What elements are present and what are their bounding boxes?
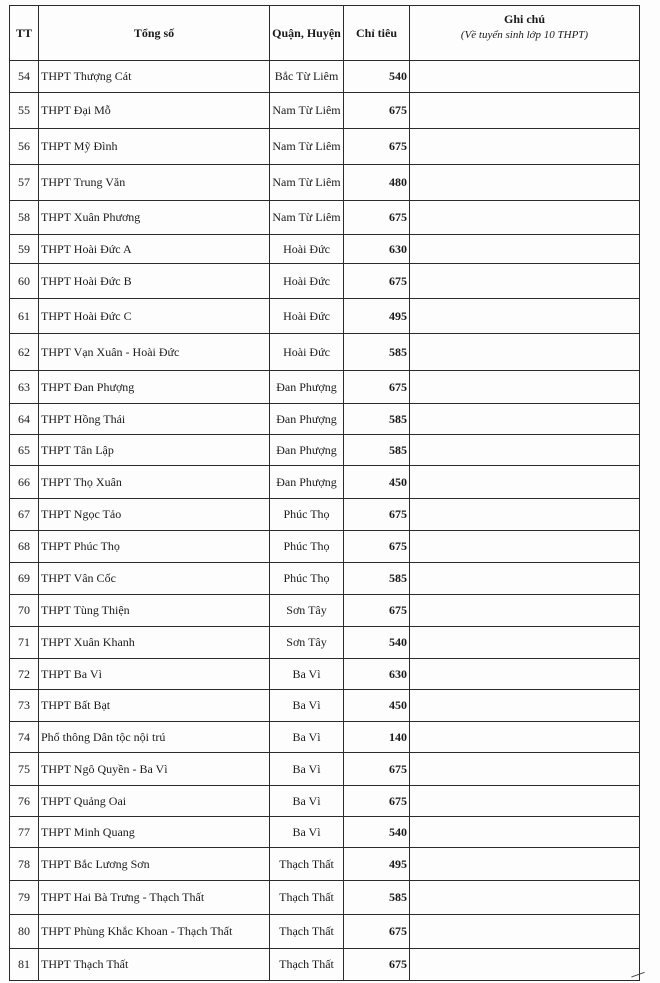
note-cell [410, 61, 640, 93]
district-name: Ba Vì [270, 786, 344, 817]
district-name: Hoài Đức [270, 235, 344, 264]
header-note-title: Ghi chú [503, 11, 545, 26]
school-name: THPT Thượng Cát [39, 61, 270, 93]
quota-value: 495 [344, 299, 410, 334]
header-district: Quận, Huyện [270, 6, 344, 61]
table-row [10, 404, 640, 435]
row-number: 72 [10, 659, 39, 690]
note-cell [410, 499, 640, 531]
row-number: 64 [10, 404, 39, 435]
note-cell [410, 129, 640, 165]
school-name: THPT Phùng Khắc Khoan - Thạch Thất [39, 915, 270, 949]
school-name: THPT Xuân Khanh [39, 627, 270, 659]
row-number: 58 [10, 201, 39, 235]
school-name: Phổ thông Dân tộc nội trú [39, 722, 270, 753]
row-number: 63 [10, 371, 39, 404]
row-number: 76 [10, 786, 39, 817]
table-row [10, 595, 640, 627]
header-row [10, 6, 640, 61]
quota-value: 675 [344, 915, 410, 949]
table-row [10, 949, 640, 981]
quota-value: 540 [344, 817, 410, 848]
header-tt: TT [10, 6, 39, 61]
row-number: 54 [10, 61, 39, 93]
row-number: 80 [10, 915, 39, 949]
row-number: 56 [10, 129, 39, 165]
school-name: THPT Thạch Thất [39, 949, 270, 981]
note-cell [410, 334, 640, 371]
school-name: THPT Hai Bà Trưng - Thạch Thất [39, 881, 270, 915]
school-name: THPT Ngô Quyền - Ba Vì [39, 753, 270, 786]
header-note-subtitle: (Về tuyển sinh lớp 10 THPT) [460, 28, 589, 41]
school-name: THPT Thọ Xuân [39, 466, 270, 499]
quota-value: 630 [344, 235, 410, 264]
quota-value: 480 [344, 165, 410, 201]
table-row [10, 264, 640, 299]
district-name: Ba Vì [270, 659, 344, 690]
quota-value: 675 [344, 595, 410, 627]
quota-value: 585 [344, 334, 410, 371]
quota-value: 675 [344, 371, 410, 404]
school-name: THPT Xuân Phương [39, 201, 270, 235]
table-row [10, 848, 640, 881]
quota-value: 585 [344, 881, 410, 915]
school-name: THPT Hoài Đức B [39, 264, 270, 299]
header-quota: Chỉ tiêu [344, 6, 410, 61]
district-name: Đan Phượng [270, 404, 344, 435]
header-name: Tổng số [39, 6, 270, 61]
note-cell [410, 595, 640, 627]
note-cell [410, 848, 640, 881]
table-row [10, 563, 640, 595]
row-number: 67 [10, 499, 39, 531]
note-cell [410, 404, 640, 435]
row-number: 60 [10, 264, 39, 299]
district-name: Nam Từ Liêm [270, 93, 344, 129]
note-cell [410, 949, 640, 981]
school-name: THPT Hoài Đức A [39, 235, 270, 264]
quota-value: 540 [344, 627, 410, 659]
quota-value: 540 [344, 61, 410, 93]
district-name: Hoài Đức [270, 299, 344, 334]
row-number: 62 [10, 334, 39, 371]
table-row [10, 61, 640, 93]
quota-value: 675 [344, 531, 410, 563]
school-name: THPT Vạn Xuân - Hoài Đức [39, 334, 270, 371]
table-row [10, 371, 640, 404]
quota-value: 450 [344, 690, 410, 722]
note-cell [410, 786, 640, 817]
quota-value: 140 [344, 722, 410, 753]
school-name: THPT Hoài Đức C [39, 299, 270, 334]
table-row [10, 435, 640, 466]
note-cell [410, 659, 640, 690]
row-number: 55 [10, 93, 39, 129]
district-name: Đan Phượng [270, 371, 344, 404]
note-cell [410, 915, 640, 949]
school-name: THPT Tân Lập [39, 435, 270, 466]
quota-value: 450 [344, 466, 410, 499]
note-cell [410, 435, 640, 466]
district-name: Hoài Đức [270, 334, 344, 371]
district-name: Thạch Thất [270, 881, 344, 915]
row-number: 74 [10, 722, 39, 753]
district-name: Nam Từ Liêm [270, 129, 344, 165]
note-cell [410, 371, 640, 404]
quota-value: 675 [344, 949, 410, 981]
header-note [410, 6, 640, 61]
table-row [10, 165, 640, 201]
district-name: Thạch Thất [270, 949, 344, 981]
district-name: Đan Phượng [270, 435, 344, 466]
district-name: Bắc Từ Liêm [270, 61, 344, 93]
school-quota-table [9, 5, 640, 981]
row-number: 75 [10, 753, 39, 786]
school-name: THPT Minh Quang [39, 817, 270, 848]
school-name: THPT Tùng Thiện [39, 595, 270, 627]
district-name: Thạch Thất [270, 848, 344, 881]
table-row [10, 722, 640, 753]
district-name: Thạch Thất [270, 915, 344, 949]
quota-value: 585 [344, 404, 410, 435]
table-row [10, 499, 640, 531]
table-row [10, 753, 640, 786]
district-name: Hoài Đức [270, 264, 344, 299]
district-name: Ba Vì [270, 722, 344, 753]
note-cell [410, 563, 640, 595]
row-number: 78 [10, 848, 39, 881]
district-name: Đan Phượng [270, 466, 344, 499]
row-number: 59 [10, 235, 39, 264]
row-number: 71 [10, 627, 39, 659]
note-cell [410, 753, 640, 786]
school-name: THPT Phúc Thọ [39, 531, 270, 563]
quota-value: 675 [344, 264, 410, 299]
note-cell [410, 299, 640, 334]
note-cell [410, 235, 640, 264]
note-cell [410, 817, 640, 848]
quota-value: 630 [344, 659, 410, 690]
note-cell [410, 722, 640, 753]
district-name: Phúc Thọ [270, 563, 344, 595]
table-header [10, 6, 640, 61]
note-cell [410, 93, 640, 129]
district-name: Ba Vì [270, 753, 344, 786]
note-cell [410, 201, 640, 235]
district-name: Sơn Tây [270, 595, 344, 627]
table-row [10, 659, 640, 690]
school-name: THPT Hồng Thái [39, 404, 270, 435]
note-cell [410, 627, 640, 659]
row-number: 57 [10, 165, 39, 201]
school-name: THPT Ba Vì [39, 659, 270, 690]
quota-value: 675 [344, 499, 410, 531]
district-name: Phúc Thọ [270, 531, 344, 563]
district-name: Phúc Thọ [270, 499, 344, 531]
school-name: THPT Ngọc Tảo [39, 499, 270, 531]
school-name: THPT Vân Cốc [39, 563, 270, 595]
row-number: 70 [10, 595, 39, 627]
school-name: THPT Trung Văn [39, 165, 270, 201]
district-name: Sơn Tây [270, 627, 344, 659]
row-number: 73 [10, 690, 39, 722]
table-row [10, 786, 640, 817]
note-cell [410, 881, 640, 915]
school-name: THPT Mỹ Đình [39, 129, 270, 165]
quota-value: 675 [344, 93, 410, 129]
table-row [10, 915, 640, 949]
row-number: 68 [10, 531, 39, 563]
school-name: THPT Bắc Lương Sơn [39, 848, 270, 881]
note-cell [410, 264, 640, 299]
row-number: 79 [10, 881, 39, 915]
table-row [10, 334, 640, 371]
district-name: Ba Vì [270, 690, 344, 722]
note-cell [410, 466, 640, 499]
table-row [10, 299, 640, 334]
school-name: THPT Quảng Oai [39, 786, 270, 817]
district-name: Ba Vì [270, 817, 344, 848]
note-cell [410, 690, 640, 722]
school-name: THPT Đan Phượng [39, 371, 270, 404]
table-row [10, 531, 640, 563]
table-row [10, 235, 640, 264]
row-number: 81 [10, 949, 39, 981]
quota-value: 675 [344, 786, 410, 817]
note-cell [410, 531, 640, 563]
quota-value: 675 [344, 201, 410, 235]
table-row [10, 817, 640, 848]
table-row [10, 466, 640, 499]
note-cell [410, 165, 640, 201]
quota-value: 585 [344, 563, 410, 595]
table-row [10, 690, 640, 722]
table-row [10, 627, 640, 659]
quota-value: 675 [344, 129, 410, 165]
school-name: THPT Đại Mỗ [39, 93, 270, 129]
row-number: 77 [10, 817, 39, 848]
table-row [10, 201, 640, 235]
quota-value: 675 [344, 753, 410, 786]
district-name: Nam Từ Liêm [270, 165, 344, 201]
quota-value: 495 [344, 848, 410, 881]
school-name: THPT Bất Bạt [39, 690, 270, 722]
row-number: 66 [10, 466, 39, 499]
row-number: 69 [10, 563, 39, 595]
table-row [10, 93, 640, 129]
table-row [10, 129, 640, 165]
row-number: 61 [10, 299, 39, 334]
quota-value: 585 [344, 435, 410, 466]
table-row [10, 881, 640, 915]
table-body [10, 61, 640, 981]
district-name: Nam Từ Liêm [270, 201, 344, 235]
row-number: 65 [10, 435, 39, 466]
